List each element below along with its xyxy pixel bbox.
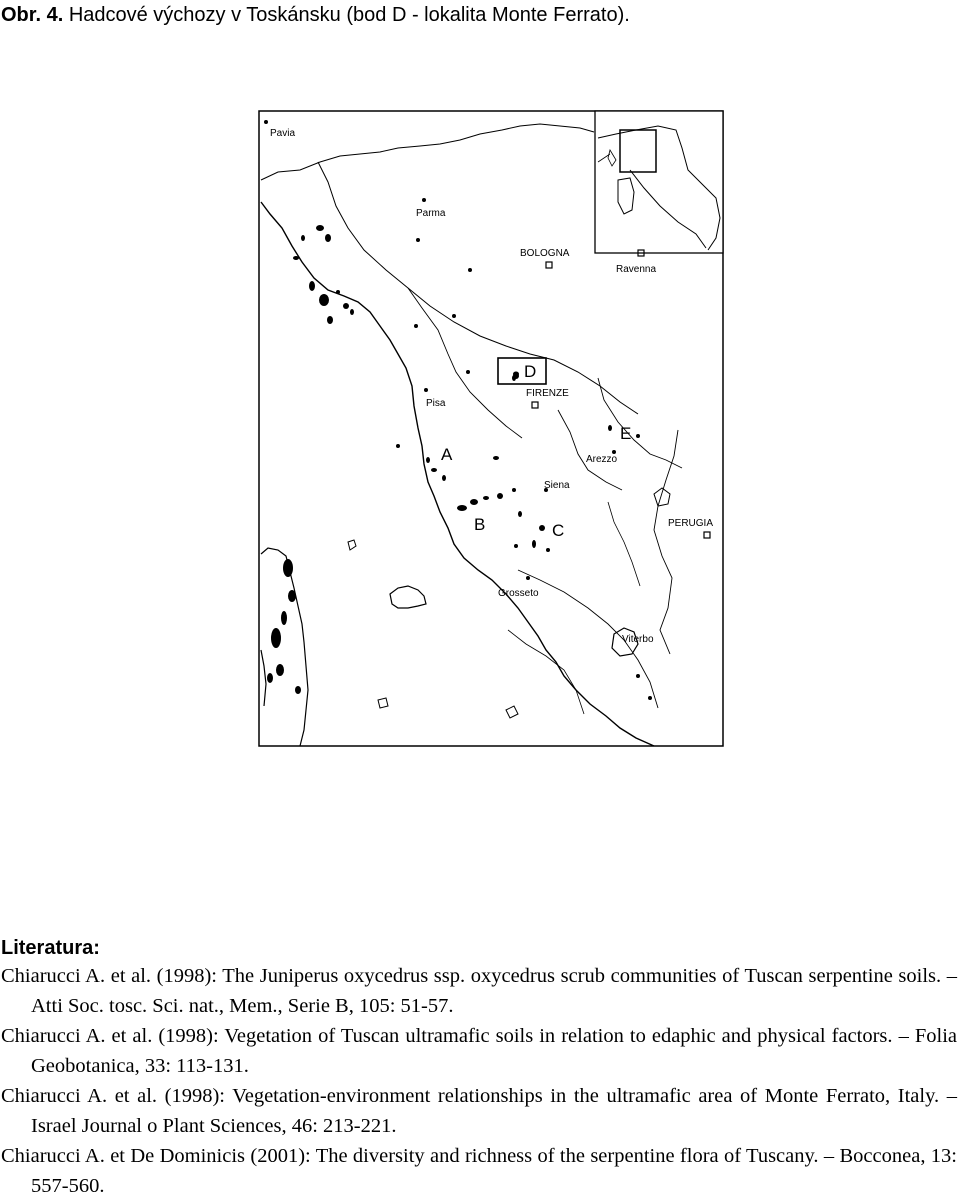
city-marker-viterbo (648, 696, 652, 700)
city-label-arezzo: Arezzo (586, 454, 618, 465)
figure-label: Obr. 4. (1, 4, 64, 26)
literature-heading: Literatura: (1, 937, 100, 959)
city-label-pavia: Pavia (270, 128, 296, 139)
figure-caption (1, 4, 630, 27)
tuscany-serpentine-map (258, 110, 724, 747)
city-label-viterbo: Viterbo (622, 634, 654, 645)
city-label-perugia: PERUGIA (668, 518, 714, 529)
site-label-d: D (524, 362, 537, 381)
reference-item: Chiarucci A. et al. (1998): Vegetation-environment relationships in the ultramafic area of Monte Ferrato, Italy. – Israel Journal o Plant Sciences, 46: 213-221. (1, 1085, 957, 1137)
elba-island (390, 586, 426, 608)
figure-caption-text: Hadcové výchozy v Toskánsku (bod D - lokalita Monte Ferrato). (68, 4, 630, 26)
city-label-ravenna: Ravenna (616, 264, 657, 275)
literature-section (1, 935, 957, 1201)
reference-item: Chiarucci A. et al. (1998): The Juniperus oxycedrus ssp. oxycedrus scrub communities of Tuscan serpentine soils. – Atti Soc. tosc. Sci. nat., Mem., Serie B, 105: 51-57. (1, 965, 957, 1017)
city-label-bologna: BOLOGNA (520, 248, 570, 259)
coastline (261, 202, 657, 746)
corsica-outline (261, 548, 308, 746)
city-marker-pavia (264, 120, 268, 124)
serpentine-outcrops (267, 225, 640, 694)
city-marker-firenze (532, 402, 538, 408)
city-marker-perugia (704, 532, 710, 538)
reference-item: Chiarucci A. et De Dominicis (2001): The diversity and richness of the serpentine flora of Tuscany. – Bocconea, 13: 557-560. (1, 1145, 957, 1197)
site-d-highlight-box (498, 358, 546, 384)
site-label-e: E (620, 424, 632, 443)
site-label-c: C (552, 521, 565, 540)
reference-item: Chiarucci A. et al. (1998): Vegetation of Tuscan ultramafic soils in relation to edaphic and physical factors. – Folia Geobotanica, 33: 113-131. (1, 1025, 957, 1077)
city-marker-grosseto (526, 576, 530, 580)
city-label-pisa: Pisa (426, 398, 446, 409)
regional-boundary (261, 124, 594, 180)
site-label-b: B (474, 515, 486, 534)
site-labels (441, 358, 631, 540)
italy-inset-map (595, 111, 723, 253)
city-label-firenze: FIRENZE (526, 388, 569, 399)
city-marker-pisa (424, 388, 428, 392)
city-marker-parma (422, 198, 426, 202)
city-label-siena: Siena (544, 480, 570, 491)
city-label-parma: Parma (416, 208, 446, 219)
city-marker-bologna (546, 262, 552, 268)
city-label-grosseto: Grosseto (498, 588, 539, 599)
site-label-a: A (441, 445, 453, 464)
